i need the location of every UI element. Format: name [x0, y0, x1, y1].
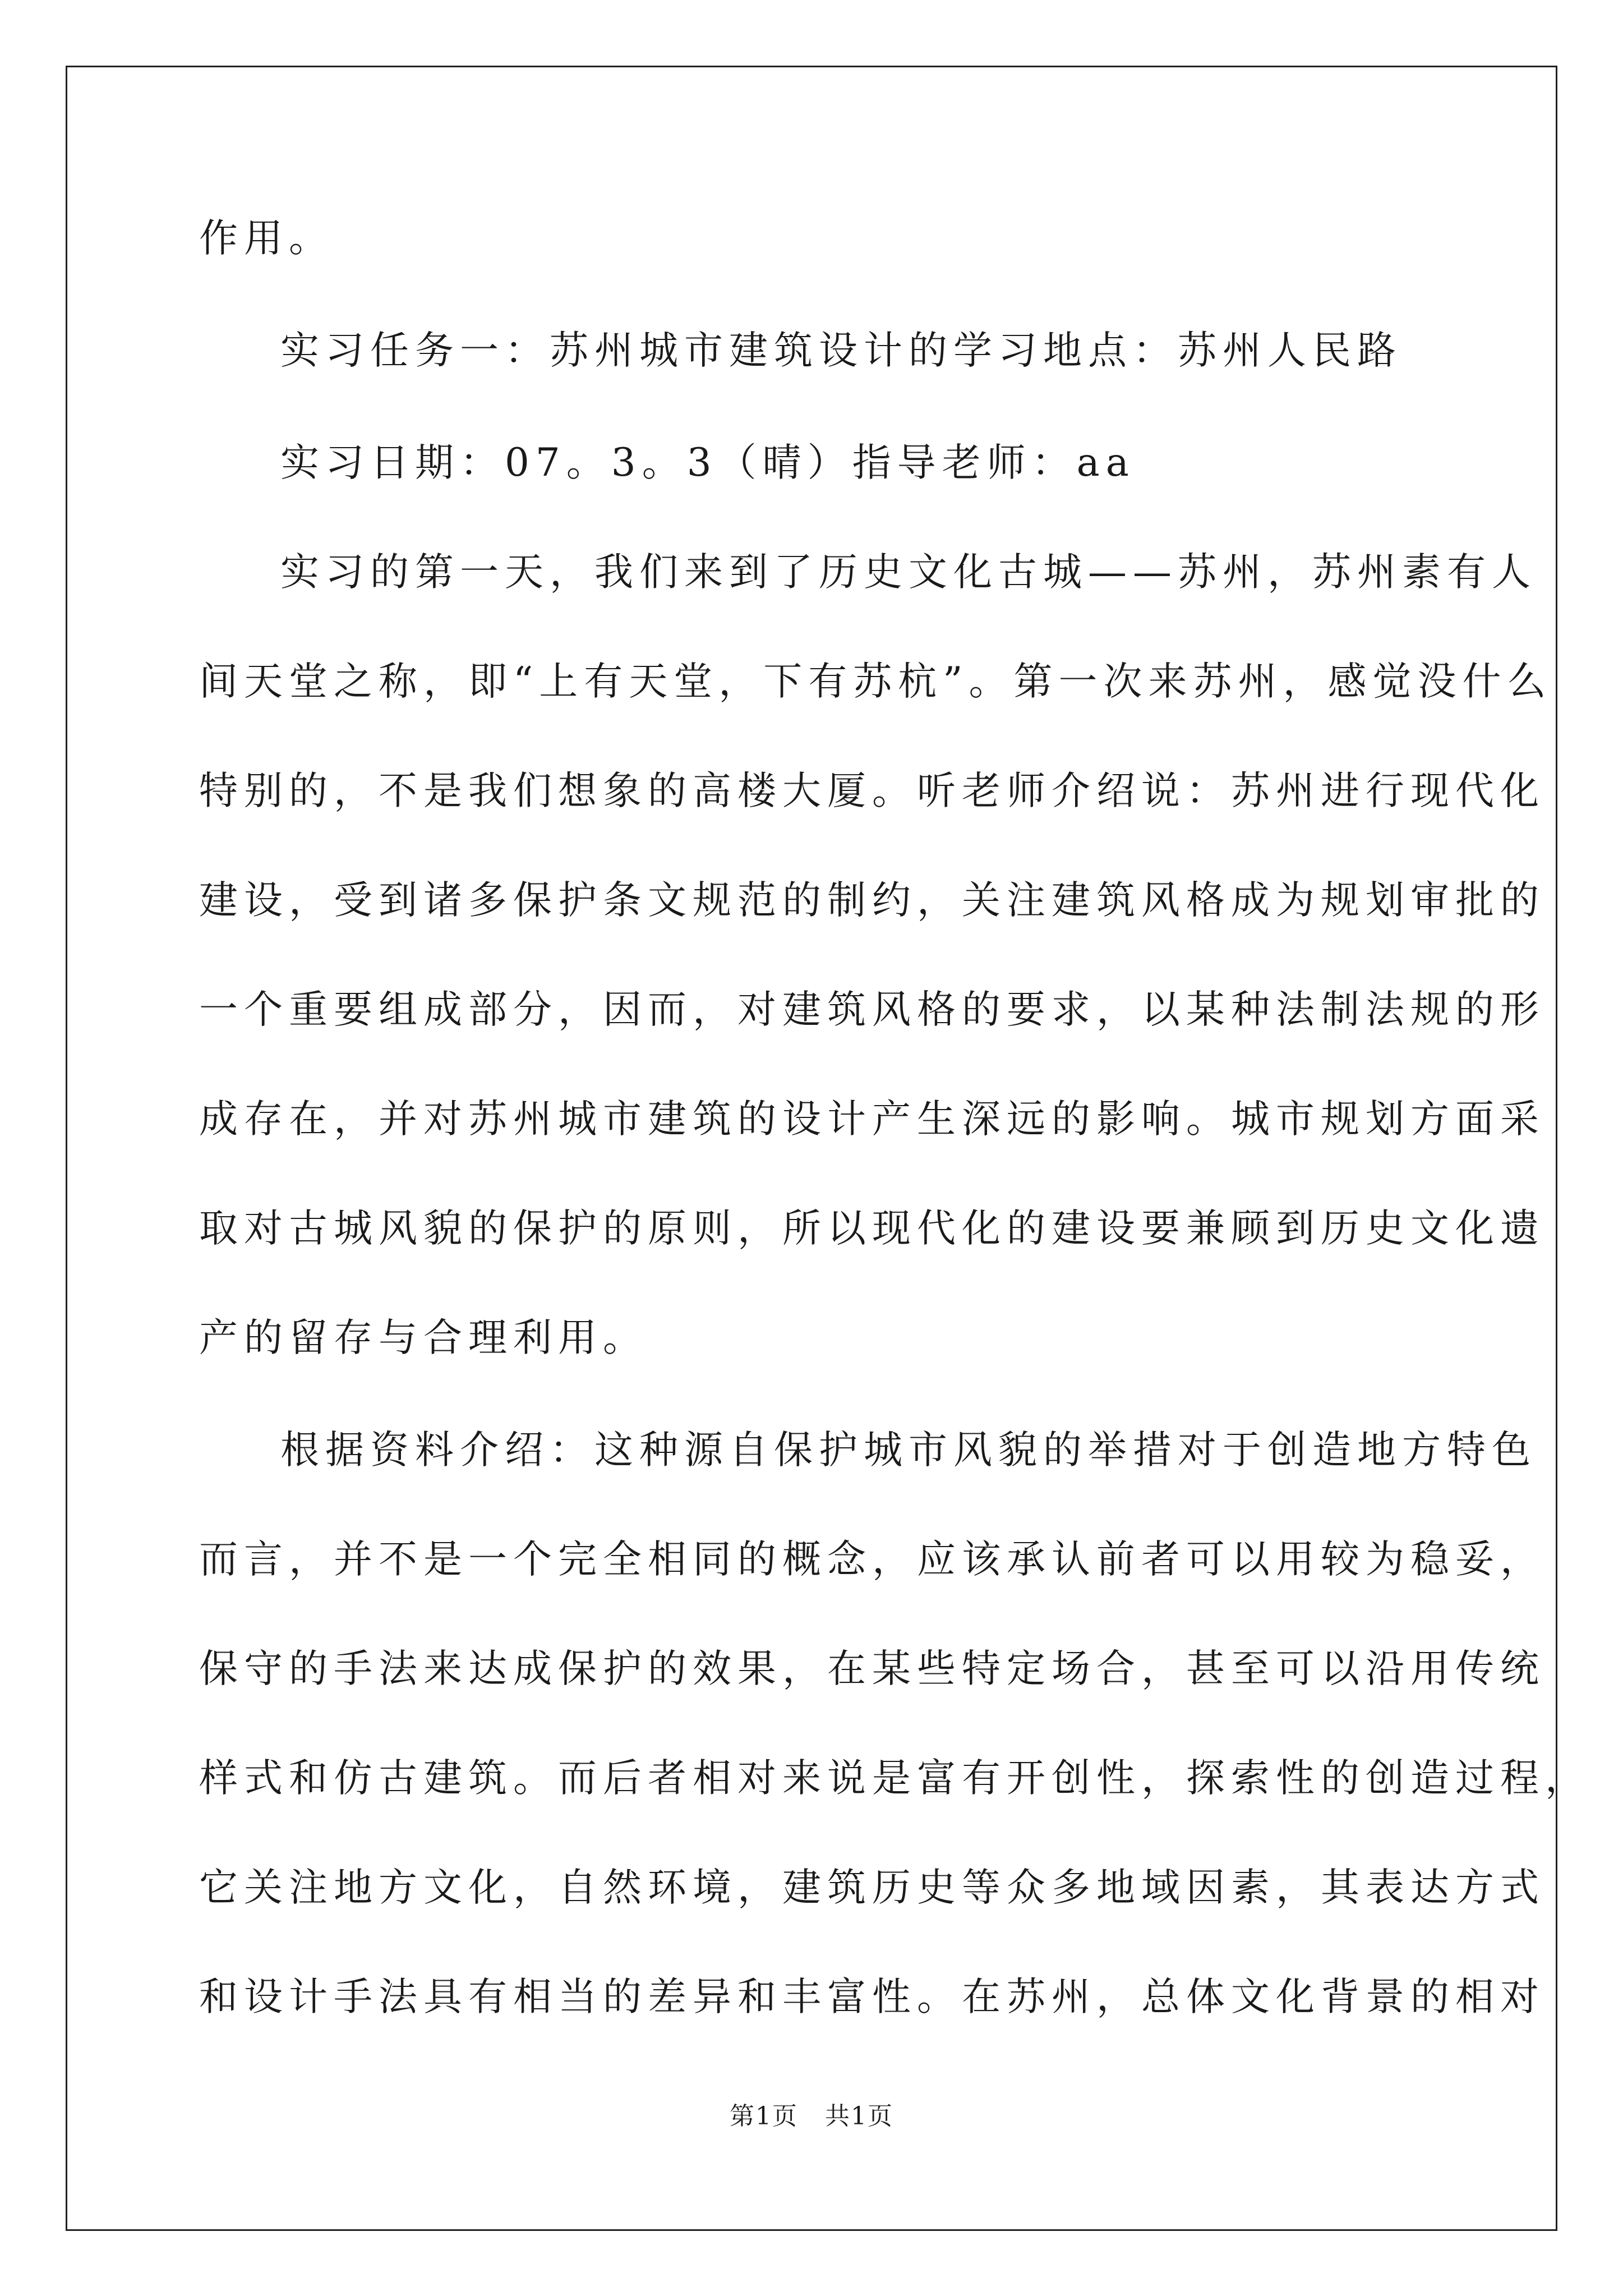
text-line-para1-8: 产的留存与合理利用。	[199, 1315, 648, 1360]
text-line-para2-2: 而言，并不是一个完全相同的概念，应该承认前者可以用较为稳妥，	[199, 1537, 1545, 1582]
text-line-para2-5: 它关注地方文化，自然环境，建筑历史等众多地域因素，其表达方式	[199, 1865, 1545, 1910]
text-line-para2-4: 样式和仿古建筑。而后者相对来说是富有开创性，探索性的创造过程，	[199, 1756, 1590, 1801]
text-line-para1-6: 成存在，并对苏州城市建筑的设计产生深远的影响。城市规划方面采	[199, 1097, 1545, 1142]
text-line-task-heading: 实习任务一：苏州城市建筑设计的学习地点：苏州人民路	[280, 328, 1402, 373]
text-line-para2-3: 保守的手法来达成保护的效果，在某些特定场合，甚至可以沿用传统	[199, 1646, 1545, 1691]
text-line-para2-6: 和设计手法具有相当的差异和丰富性。在苏州，总体文化背景的相对	[199, 1975, 1545, 2019]
text-line-continuation: 作用。	[199, 216, 334, 261]
text-line-date: 实习日期：07。3。3（晴）指导老师：aa	[280, 440, 1135, 485]
text-line-para2-1: 根据资料介绍：这种源自保护城市风貌的举措对于创造地方特色	[280, 1428, 1537, 1473]
text-line-para1-4: 建设，受到诸多保护条文规范的制约，关注建筑风格成为规划审批的	[199, 878, 1545, 923]
text-line-para1-2: 间天堂之称，即“上有天堂，下有苏杭”。第一次来苏州，感觉没什么	[199, 659, 1552, 704]
text-line-para1-1: 实习的第一天，我们来到了历史文化古城——苏州，苏州素有人	[280, 550, 1537, 595]
text-line-para1-3: 特别的，不是我们想象的高楼大厦。听老师介绍说：苏州进行现代化	[199, 769, 1545, 813]
page-footer: 第1页 共1页	[730, 2102, 893, 2131]
text-line-para1-7: 取对古城风貌的保护的原则，所以现代化的建设要兼顾到历史文化遗	[199, 1206, 1545, 1251]
text-line-para1-5: 一个重要组成部分，因而，对建筑风格的要求，以某种法制法规的形	[199, 987, 1545, 1032]
